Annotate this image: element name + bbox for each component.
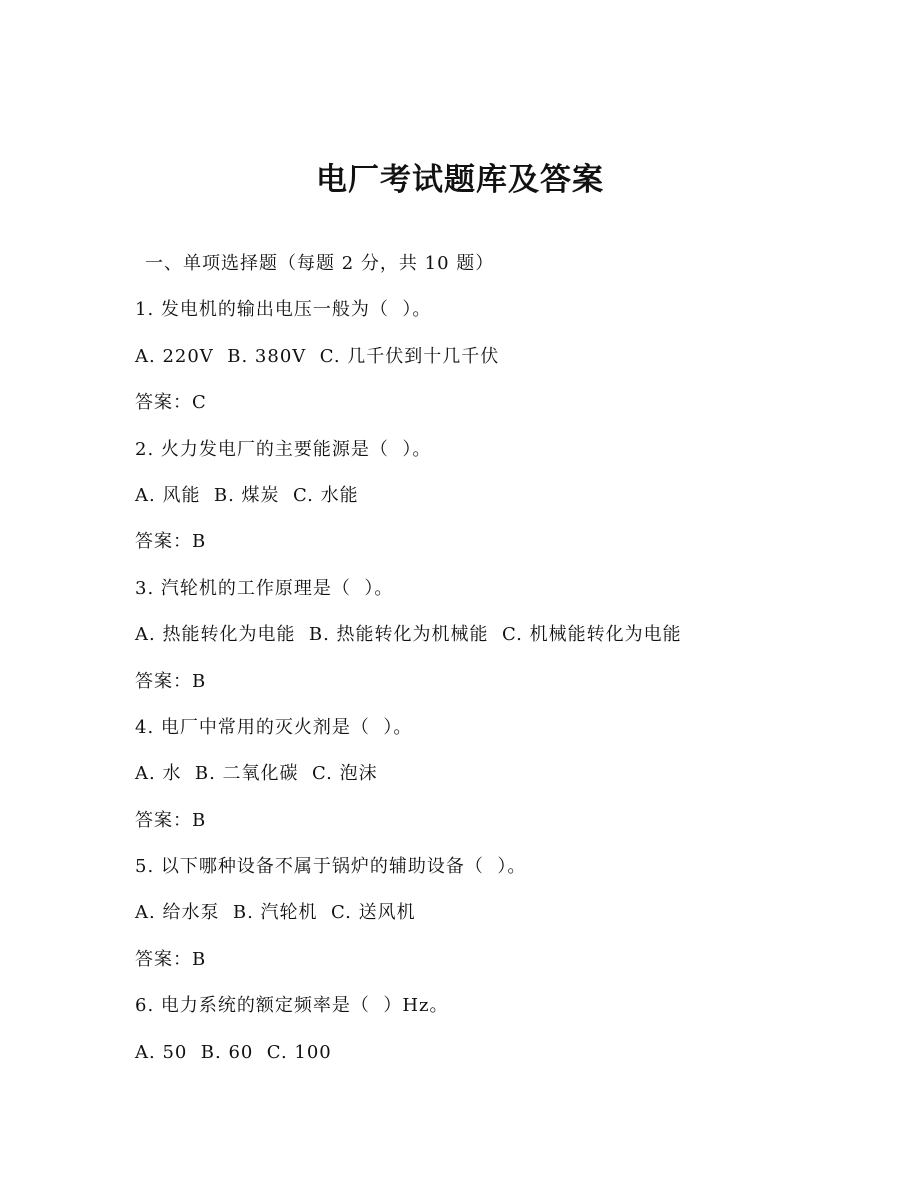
question-list	[135, 246, 855, 1081]
question-2-answer: 答案：B	[135, 531, 207, 553]
question-1-options: A. 220V B. 380V C. 几千伏到十几千伏	[135, 345, 500, 367]
question-2-options: A. 风能 B. 煤炭 C. 水能	[135, 484, 359, 506]
question-6-stem: 6. 电力系统的额定频率是（ ）Hz。	[135, 995, 449, 1017]
question-5-options: A. 给水泵 B. 汽轮机 C. 送风机	[135, 902, 416, 924]
question-4-stem: 4. 电厂中常用的灭火剂是（ ）。	[135, 716, 413, 738]
question-6-options: A. 50 B. 60 C. 100	[135, 1041, 332, 1063]
question-1-stem: 1. 发电机的输出电压一般为（ ）。	[135, 299, 432, 321]
question-1-answer: 答案：C	[135, 392, 207, 414]
question-3-options: A. 热能转化为电能 B. 热能转化为机械能 C. 机械能转化为电能	[135, 624, 682, 646]
document-title: 电厂考试题库及答案	[316, 162, 604, 198]
question-2-stem: 2. 火力发电厂的主要能源是（ ）。	[135, 438, 432, 460]
question-3-stem: 3. 汽轮机的工作原理是（ ）。	[135, 577, 394, 599]
question-4-answer: 答案：B	[135, 809, 207, 831]
question-5-answer: 答案：B	[135, 948, 207, 970]
question-4-options: A. 水 B. 二氧化碳 C. 泡沫	[135, 763, 378, 785]
section-heading: 一、单项选择题（每题 2 分，共 10 题）	[145, 253, 495, 274]
question-5-stem: 5. 以下哪种设备不属于锅炉的辅助设备（ ）。	[135, 856, 527, 878]
question-3-answer: 答案：B	[135, 670, 207, 692]
